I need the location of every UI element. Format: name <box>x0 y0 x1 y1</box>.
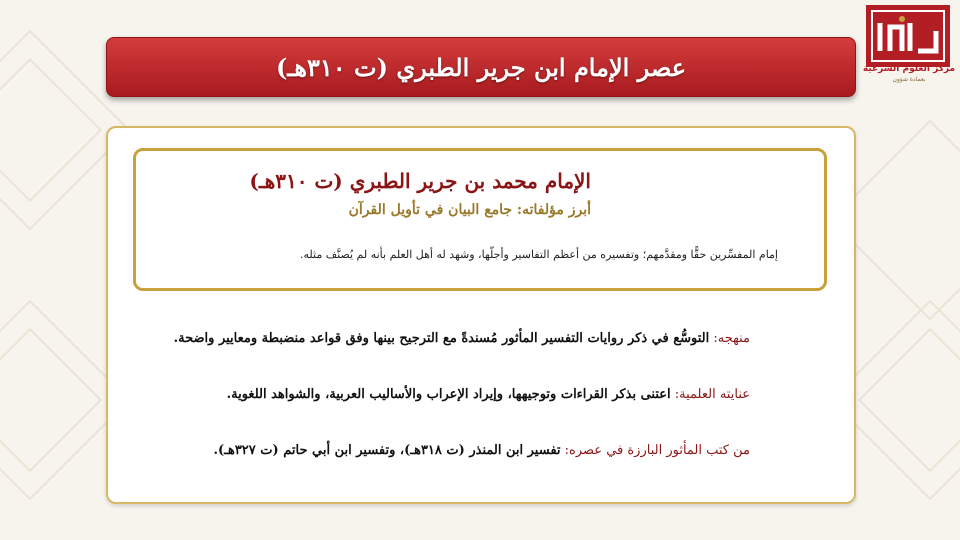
slide-title-banner <box>106 37 856 97</box>
logo-caption <box>862 64 956 84</box>
scholarly-focus-label: عنايته العلمية: <box>670 387 750 402</box>
contemporary-works-row <box>213 443 750 458</box>
imam-card <box>133 148 827 291</box>
imam-name: الإمام محمد بن جرير الطبري (ت ٣١٠هـ) <box>249 169 591 193</box>
imam-praise: إمام المفسِّرين حقًّا ومقدَّمهم؛ وتفسيره من أعظم التفاسير وأجلّها، وشهد له أهل العلم بأنه لم يُصنَّف مثله. <box>300 248 778 261</box>
logo-emblem <box>862 5 954 101</box>
works-line <box>349 202 591 218</box>
method-row <box>174 331 750 346</box>
scholarly-focus-row <box>227 387 750 402</box>
scholarly-focus-text: اعتنى بذكر القراءات وتوجيهها، وإيراد الإعراب والأساليب العربية، والشواهد اللغوية. <box>226 387 671 402</box>
logo-line1: مركز العلوم الشرعية <box>862 64 956 74</box>
contemporary-works-label: من كتب المأثور البارزة في عصره: <box>560 443 750 458</box>
method-text: التوسُّع في ذكر روايات التفسير المأثور مُسندةً مع الترجيح بينها وفق قواعد منضبطة ومعايير واضحة. <box>173 331 710 346</box>
logo-line2: بعمادة شؤون <box>892 76 926 83</box>
method-label: منهجه: <box>709 331 750 346</box>
slide-title: عصر الإمام ابن جرير الطبري (ت ٣١٠هـ) <box>275 52 687 82</box>
contemporary-works-text: تفسير ابن المنذر (ت ٣١٨هـ)، وتفسير ابن أبي حاتم (ت ٣٢٧هـ). <box>213 443 561 458</box>
works-label: أبرز مؤلفاته: <box>512 202 591 218</box>
works-value: جامع البيان في تأويل القرآن <box>348 202 513 218</box>
